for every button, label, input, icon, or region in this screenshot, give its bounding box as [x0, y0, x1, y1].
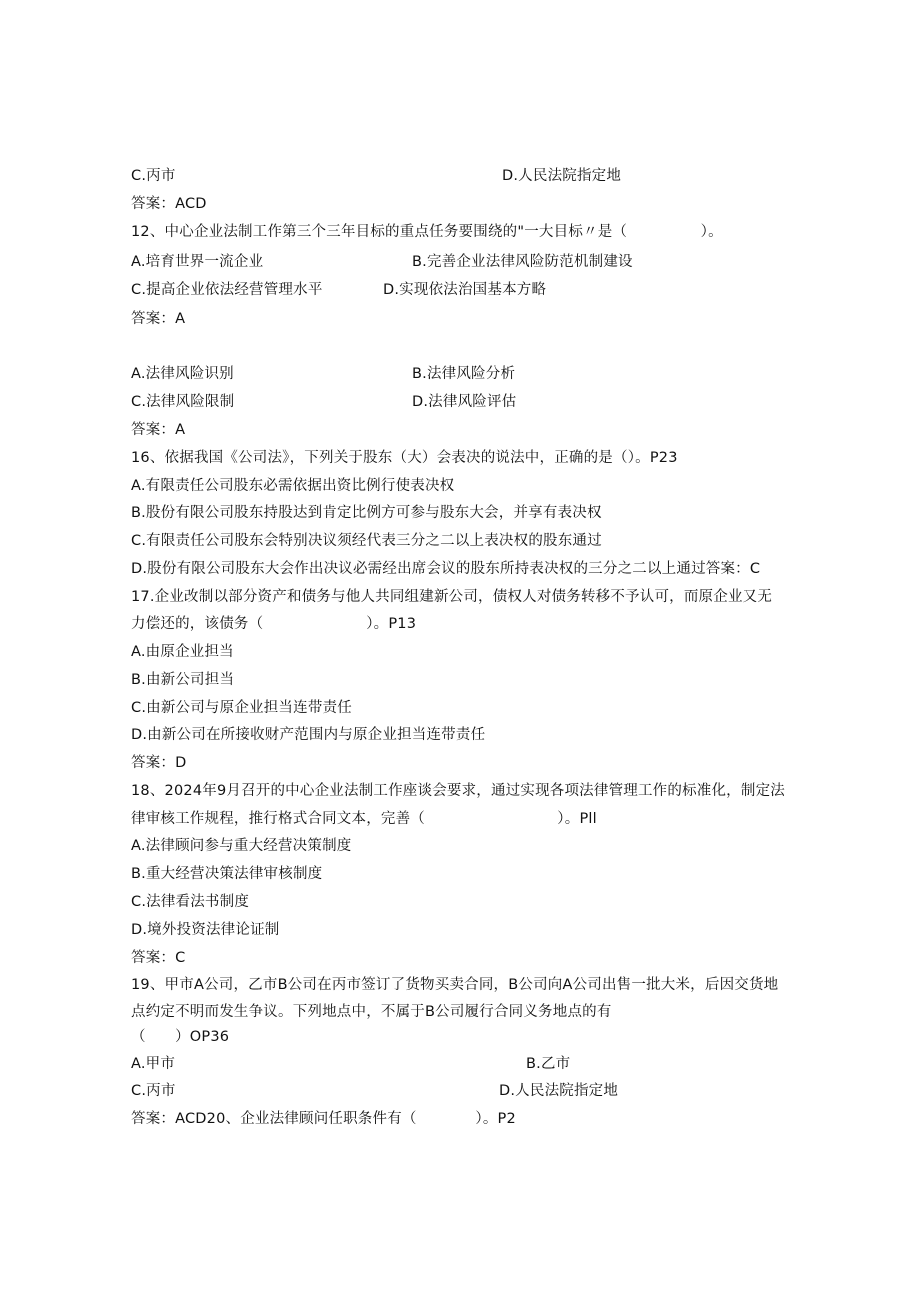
- answer-and-question-20: 答案：ACD20、企业法律顾问任职条件有（ ）。P2: [131, 1111, 516, 1127]
- option-b: B.法律风险分析: [412, 366, 516, 382]
- option-b: B.重大经营决策法律审核制度: [131, 866, 323, 882]
- option-d: D.由新公司在所接收财产范围内与原企业担当连带责任: [131, 727, 486, 743]
- option-d-with-answer: D.股份有限公司股东大会作出决议必需经出席会议的股东所持表决权的三分之二以上通过答案：C: [131, 561, 761, 577]
- answer: 答案：ACD: [131, 196, 207, 212]
- question-19-stem-line3: （ ）OP36: [131, 1029, 230, 1045]
- option-b: B.由新公司担当: [131, 672, 235, 688]
- question-18-stem-line1: 18、2024年9月召开的中心企业法制工作座谈会要求，通过实现各项法律管理工作的标准化，制定法: [131, 783, 785, 799]
- option-a: A.有限责任公司股东必需依据出资比例行使表决权: [131, 478, 455, 494]
- option-d: D.实现依法治国基本方略: [383, 282, 547, 298]
- option-c: C.由新公司与原企业担当连带责任: [131, 700, 352, 716]
- option-c: C.丙市: [131, 168, 176, 184]
- option-d: D.人民法院指定地: [499, 1083, 619, 1099]
- question-17-stem-line2: 力偿还的，该债务（ ）。P13: [131, 616, 417, 632]
- answer: 答案：C: [131, 950, 186, 966]
- answer: 答案：A: [131, 311, 186, 327]
- answer: 答案：D: [131, 755, 187, 771]
- question-19-stem-line1: 19、甲市A公司，乙市B公司在丙市签订了货物买卖合同，B公司向A公司出售一批大米，后因交货地: [131, 977, 779, 993]
- option-c: C.法律风险限制: [131, 394, 235, 410]
- option-c: C.法律看法书制度: [131, 894, 250, 910]
- option-c: C.有限责任公司股东会特别决议须经代表三分之二以上表决权的股东通过: [131, 533, 602, 549]
- option-a: A.甲市: [131, 1056, 176, 1072]
- option-b: B.乙市: [526, 1056, 571, 1072]
- option-a: A.培育世界一流企业: [131, 254, 264, 270]
- question-16-stem: 16、依据我国《公司法》，下列关于股东（大）会表决的说法中，正确的是（）。P23: [131, 450, 678, 466]
- option-d: D.人民法院指定地: [502, 168, 622, 184]
- option-d: D.境外投资法律论证制: [131, 922, 280, 938]
- option-b: B.股份有限公司股东持股达到肯定比例方可参与股东大会，并享有表决权: [131, 505, 602, 521]
- question-19-stem-line2: 点约定不明而发生争议。下列地点中，不属于B公司履行合同义务地点的有: [131, 1004, 612, 1020]
- option-a: A.法律风险识别: [131, 366, 234, 382]
- option-a: A.法律顾问参与重大经营决策制度: [131, 838, 352, 854]
- question-18-stem-line2: 律审核工作规程，推行格式合同文本，完善（ ）。Pll: [131, 811, 597, 827]
- option-c: C.丙市: [131, 1083, 176, 1099]
- question-17-stem-line1: 17.企业改制以部分资产和债务与他人共同组建新公司，债权人对债务转移不予认可，而原企业又无: [131, 589, 773, 605]
- question-12-stem: 12、中心企业法制工作第三个三年目标的重点任务要围绕的"一大目标〃是（ ）。: [131, 224, 723, 240]
- option-c: C.提高企业依法经营管理水平: [131, 282, 323, 298]
- option-a: A.由原企业担当: [131, 644, 234, 660]
- option-d: D.法律风险评估: [412, 394, 517, 410]
- answer: 答案：A: [131, 422, 186, 438]
- option-b: B.完善企业法律风险防范机制建设: [412, 254, 633, 270]
